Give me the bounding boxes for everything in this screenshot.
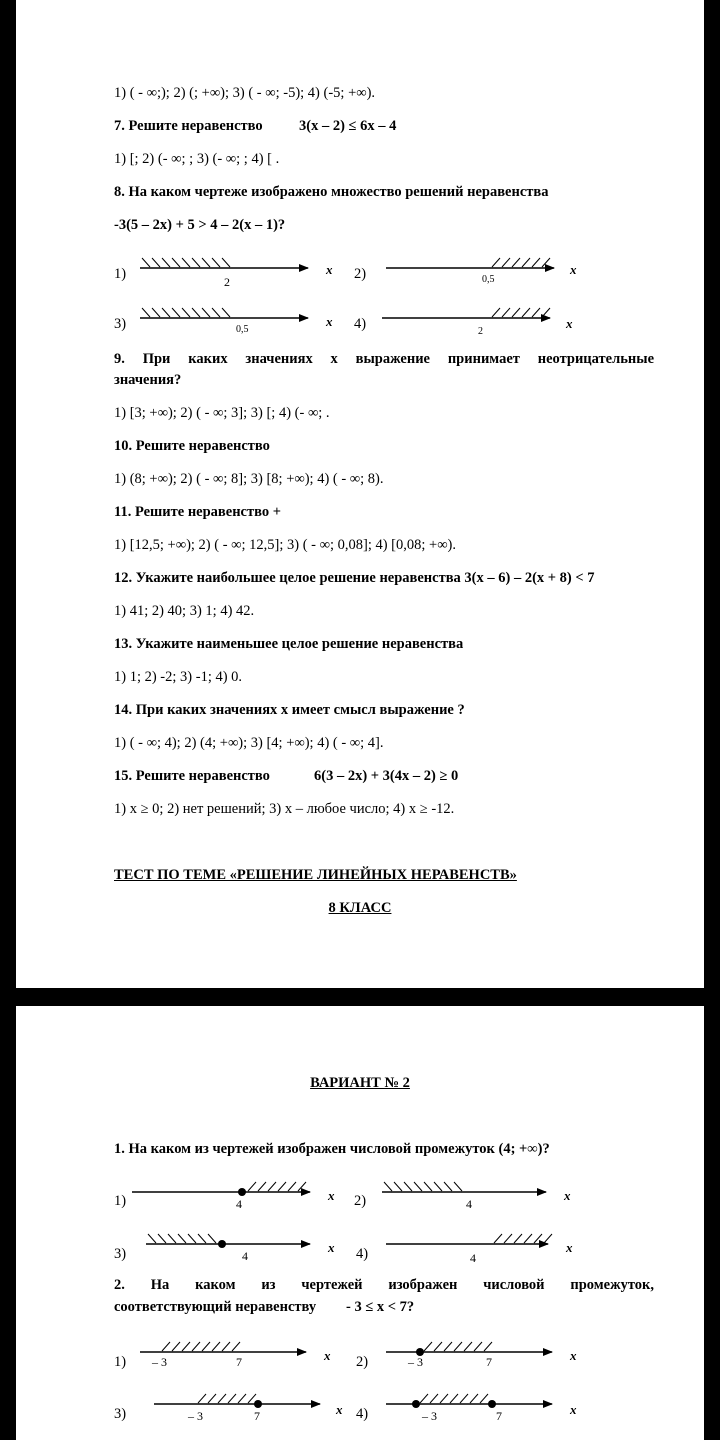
q9-prompt-line1: 9. При каких значениях х выражение принимает неотрицательные	[114, 351, 654, 367]
variant-heading: ВАРИАНТ № 2	[310, 1075, 410, 1091]
v2-q2-fig1-label: 1)	[114, 1354, 127, 1370]
v2-q2-fig3-axis: x	[336, 1402, 343, 1417]
grade-heading: 8 КЛАСС	[328, 900, 392, 916]
q9-prompt-line2: значения?	[114, 372, 182, 388]
v2-q1-fig2-label: 2)	[354, 1193, 367, 1209]
v2-q1-fig4-point: 4	[470, 1251, 476, 1265]
q8-fig3-number-line	[140, 304, 340, 338]
v2-q1-fig3-label: 3)	[114, 1246, 127, 1262]
v2-q2-expression: - 3 ≤ x < 7?	[346, 1299, 415, 1315]
v2-q1-fig4-label: 4)	[356, 1246, 369, 1262]
q8-fig3-point: 0,5	[236, 324, 249, 335]
q6-answers: 1) ( - ∞;); 2) (; +∞); 3) ( - ∞; -5); 4) (-5; +∞).	[114, 85, 376, 101]
q11-prompt: 11. Решите неравенство +	[114, 504, 281, 520]
q15-answers: 1) x ≥ 0; 2) нет решений; 3) x – любое число; 4) x ≥ -12.	[114, 801, 455, 817]
v2-q2-fig2-a: – 3	[408, 1355, 423, 1369]
v2-q2-fig3-number-line	[140, 1390, 343, 1424]
page-1	[16, 0, 704, 988]
v2-q1-fig2-axis: x	[564, 1188, 571, 1203]
v2-q1-fig4-axis: x	[566, 1240, 573, 1255]
q15-prompt: 15. Решите неравенство	[114, 768, 270, 784]
q8-fig2-number-line	[386, 254, 586, 288]
v2-q1-fig3-point: 4	[242, 1249, 248, 1263]
v2-q1-fig1-point: 4	[236, 1197, 242, 1211]
q15-expression: 6(3 – 2x) + 3(4x – 2) ≥ 0	[314, 768, 459, 784]
v2-q2-fig3-b: 7	[254, 1409, 260, 1423]
v2-q1-fig2-point: 4	[466, 1197, 472, 1211]
q8-fig1-number-line	[140, 254, 340, 288]
v2-q2-fig4-number-line	[386, 1390, 586, 1424]
q7-answers: 1) [; 2) (- ∞; ; 3) (- ∞; ; 4) [ .	[114, 151, 280, 167]
q14-prompt: 14. При каких значениях х имеет смысл выражение ?	[114, 702, 465, 718]
q8-fig4-axis: x	[566, 316, 573, 331]
v2-q1-fig1-label: 1)	[114, 1193, 127, 1209]
q8-fig4-number-line	[382, 304, 582, 338]
q8-prompt: 8. На каком чертеже изображено множество решений неравенства	[114, 184, 549, 200]
test-title: ТЕСТ ПО ТЕМЕ «РЕШЕНИЕ ЛИНЕЙНЫХ НЕРАВЕНСТВ»	[114, 867, 517, 883]
v2-q1-fig3-axis: x	[328, 1240, 335, 1255]
v2-q1-fig2-number-line	[382, 1178, 582, 1212]
v2-q2-fig2-number-line	[386, 1338, 586, 1372]
q7-prompt: 7. Решите неравенство	[114, 118, 263, 134]
v2-q2-fig2-label: 2)	[356, 1354, 369, 1370]
v2-q2-fig1-number-line	[140, 1338, 340, 1372]
v2-q2-prompt-line2: соответствующий неравенству	[114, 1299, 317, 1315]
v2-q2-prompt-line1: 2. На каком из чертежей изображен числовой промежуток,	[114, 1277, 654, 1293]
q8-fig1-label: 1)	[114, 266, 127, 282]
v2-q1-fig3-number-line	[132, 1230, 335, 1264]
q8-fig4-label: 4)	[354, 316, 367, 332]
q8-expression: -3(5 – 2x) + 5 > 4 – 2(x – 1)?	[114, 217, 286, 233]
q8-fig4-point: 2	[478, 326, 483, 337]
v2-q1-fig1-axis: x	[328, 1188, 335, 1203]
v2-q2-fig1-a: – 3	[152, 1355, 167, 1369]
v2-q2-fig4-b: 7	[496, 1409, 502, 1423]
q13-prompt: 13. Укажите наименьшее целое решение неравенства	[114, 636, 464, 652]
q8-fig2-point: 0,5	[482, 274, 495, 285]
v2-q1-prompt: 1. На каком из чертежей изображен числовой промежуток (4; +∞)?	[114, 1141, 550, 1157]
q12-answers: 1) 41; 2) 40; 3) 1; 4) 42.	[114, 603, 255, 619]
q12-prompt: 12. Укажите наибольшее целое решение неравенства 3(х – 6) – 2(х + 8) < 7	[114, 570, 595, 586]
q10-answers: 1) (8; +∞); 2) ( - ∞; 8]; 3) [8; +∞); 4) ( - ∞; 8).	[114, 471, 384, 487]
v2-q2-fig4-axis: x	[570, 1402, 577, 1417]
q14-answers: 1) ( - ∞; 4); 2) (4; +∞); 3) [4; +∞); 4) ( - ∞; 4].	[114, 735, 384, 751]
q9-answers: 1) [3; +∞); 2) ( - ∞; 3]; 3) [; 4) (- ∞; .	[114, 405, 330, 421]
v2-q2-fig4-label: 4)	[356, 1406, 369, 1422]
q8-fig1-axis: x	[326, 262, 333, 277]
v2-q2-fig3-a: – 3	[188, 1409, 203, 1423]
v2-q2-fig1-axis: x	[324, 1348, 331, 1363]
q8-fig1-point: 2	[224, 275, 230, 289]
q8-fig2-label: 2)	[354, 266, 367, 282]
v2-q1-fig4-number-line	[386, 1230, 586, 1264]
q10-prompt: 10. Решите неравенство	[114, 438, 270, 454]
q7-expression: 3(x – 2) ≤ 6x – 4	[299, 118, 397, 134]
v2-q2-fig2-axis: x	[570, 1348, 577, 1363]
v2-q2-fig1-b: 7	[236, 1355, 242, 1369]
q13-answers: 1) 1; 2) -2; 3) -1; 4) 0.	[114, 669, 243, 685]
v2-q2-fig4-a: – 3	[422, 1409, 437, 1423]
v2-q2-fig2-b: 7	[486, 1355, 492, 1369]
page-2	[16, 1006, 704, 1440]
v2-q2-fig3-label: 3)	[114, 1406, 127, 1422]
q8-fig2-axis: x	[570, 262, 577, 277]
q8-fig3-label: 3)	[114, 316, 127, 332]
q8-fig3-axis: x	[326, 314, 333, 329]
v2-q1-fig1-number-line	[132, 1178, 335, 1212]
q11-answers: 1) [12,5; +∞); 2) ( - ∞; 12,5]; 3) ( - ∞; 0,08]; 4) [0,08; +∞).	[114, 537, 457, 553]
